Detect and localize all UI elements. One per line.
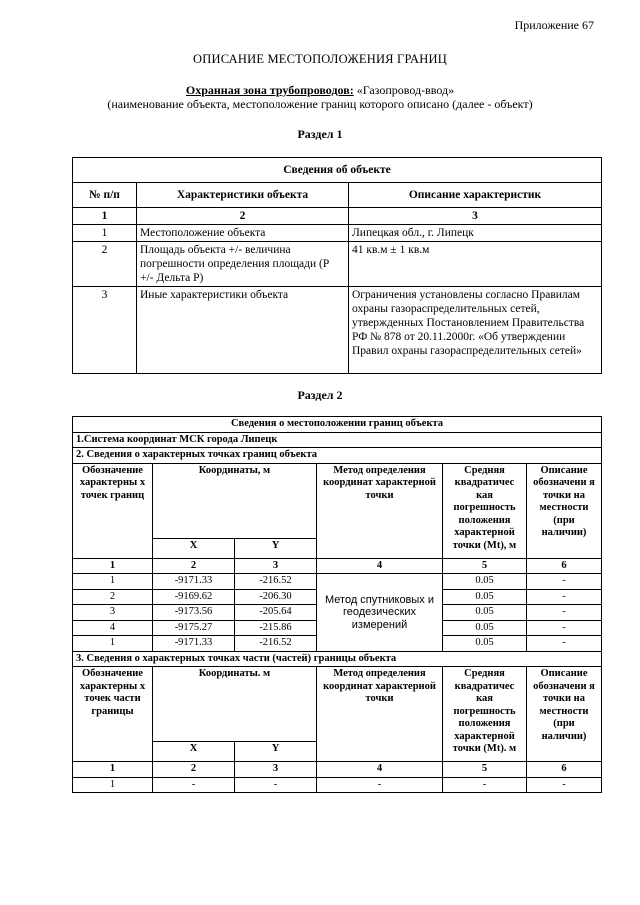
header-point: Обозначение характерны х точек границ — [73, 463, 153, 558]
header-y: Y — [235, 538, 317, 558]
header-x: X — [153, 538, 235, 558]
header-method: Метод определения координат характерной точки — [317, 463, 443, 558]
point-x: -9169.62 — [153, 589, 235, 605]
col-num-2: 2 — [153, 762, 235, 778]
part3-title: 3. Сведения о характерных точках части (частей) границы объекта — [73, 651, 602, 667]
row-characteristic: Площадь объекта +/- величина погрешности определения площади (Р +/- Дельта Р) — [137, 242, 349, 287]
col-num-3: 3 — [349, 208, 602, 225]
object-label: Охранная зона трубопроводов: — [185, 83, 354, 97]
point-x: -9175.27 — [153, 620, 235, 636]
header-method-part: Метод определения координат характерной точки — [317, 667, 443, 762]
table-row — [73, 777, 602, 793]
point-desc: - — [527, 574, 602, 590]
header-description: Описание характеристик — [349, 183, 602, 208]
point-y: -205.64 — [235, 605, 317, 621]
point-desc: - — [527, 605, 602, 621]
col-num-6: 6 — [527, 558, 602, 574]
header-desc-part: Описание обозначени я точки на местности (при наличии) — [527, 667, 602, 762]
row-description: 41 кв.м ± 1 кв.м — [349, 242, 602, 287]
row-description: Ограничения установлены согласно Правилам охраны газораспределительных сетей, утвержденных Постановлением Правительства РФ № 878 от 20.11.2000г. «Об утверждении Правил охраны газораспределительных сетей» — [349, 287, 602, 374]
row-num: 1 — [73, 225, 137, 242]
col-num-5: 5 — [443, 558, 527, 574]
col-num-6: 6 — [527, 762, 602, 778]
row-characteristic: Иные характеристики объекта — [137, 287, 349, 374]
coord-system: 1.Система координат МСК города Липецк — [73, 432, 602, 448]
point-mt: 0.05 — [443, 605, 527, 621]
table-row — [73, 242, 602, 287]
col-num-2: 2 — [137, 208, 349, 225]
table-row — [73, 225, 602, 242]
appendix-label: Приложение 67 — [514, 18, 594, 32]
object-info-table-title: Сведения об объекте — [73, 158, 602, 183]
point-desc: - — [527, 636, 602, 652]
part-point-y: - — [235, 777, 317, 793]
part-point-desc: - — [527, 777, 602, 793]
point-num: 1 — [73, 574, 153, 590]
point-num: 4 — [73, 620, 153, 636]
col-num-1: 1 — [73, 762, 153, 778]
point-mt: 0.05 — [443, 620, 527, 636]
header-desc: Описание обозначени я точки на местности (при наличии) — [527, 463, 602, 558]
document-title: ОПИСАНИЕ МЕСТОПОЛОЖЕНИЯ ГРАНИЦ — [193, 52, 447, 66]
header-error-part: Средняя квадратичес кая погрешность положения характерной точки (Mt). м — [443, 667, 527, 762]
header-x-part: X — [153, 742, 235, 762]
object-line — [0, 83, 640, 98]
point-desc: - — [527, 589, 602, 605]
object-info-table — [72, 157, 602, 374]
object-name: «Газопровод-ввод» — [356, 83, 455, 97]
row-description: Липецкая обл., г. Липецк — [349, 225, 602, 242]
header-error: Средняя квадратичес кая погрешность положения характерной точки (Mt), м — [443, 463, 527, 558]
part-point-method: - — [317, 777, 443, 793]
point-mt: 0.05 — [443, 574, 527, 590]
row-num: 3 — [73, 287, 137, 374]
point-y: -206.30 — [235, 589, 317, 605]
col-num-4: 4 — [317, 762, 443, 778]
table-row — [73, 574, 602, 590]
point-x: -9171.33 — [153, 574, 235, 590]
col-num-2: 2 — [153, 558, 235, 574]
point-num: 3 — [73, 605, 153, 621]
table-row — [73, 287, 602, 374]
row-characteristic: Местоположение объекта — [137, 225, 349, 242]
col-num-1: 1 — [73, 558, 153, 574]
point-mt: 0.05 — [443, 636, 527, 652]
section-1-title: Раздел 1 — [297, 127, 343, 141]
part-point-num: 1 — [73, 777, 153, 793]
header-y-part: Y — [235, 742, 317, 762]
header-coords-part: Координаты. м — [153, 667, 317, 742]
row-num: 2 — [73, 242, 137, 287]
point-y: -216.52 — [235, 574, 317, 590]
section-2-title: Раздел 2 — [297, 388, 343, 402]
col-num-3: 3 — [235, 762, 317, 778]
method-value: Метод спутниковых и геодезических измерений — [317, 574, 443, 652]
header-num: № п/п — [73, 183, 137, 208]
point-x: -9171.33 — [153, 636, 235, 652]
point-num: 2 — [73, 589, 153, 605]
part-point-mt: - — [443, 777, 527, 793]
part2-title: 2. Сведения о характерных точках границ объекта — [73, 448, 602, 464]
object-note: (наименование объекта, местоположение границ которого описано (далее - объект) — [107, 97, 533, 111]
col-num-4: 4 — [317, 558, 443, 574]
header-point-part: Обозначение характерны х точек части границы — [73, 667, 153, 762]
part-point-x: - — [153, 777, 235, 793]
point-y: -216.52 — [235, 636, 317, 652]
col-num-3: 3 — [235, 558, 317, 574]
col-num-1: 1 — [73, 208, 137, 225]
header-coords: Координаты, м — [153, 463, 317, 538]
point-desc: - — [527, 620, 602, 636]
point-x: -9173.56 — [153, 605, 235, 621]
col-num-5: 5 — [443, 762, 527, 778]
point-num: 1 — [73, 636, 153, 652]
boundary-table-title: Сведения о местоположении границ объекта — [73, 417, 602, 433]
point-mt: 0.05 — [443, 589, 527, 605]
boundary-table — [72, 416, 602, 793]
header-characteristics: Характеристики объекта — [137, 183, 349, 208]
point-y: -215.86 — [235, 620, 317, 636]
